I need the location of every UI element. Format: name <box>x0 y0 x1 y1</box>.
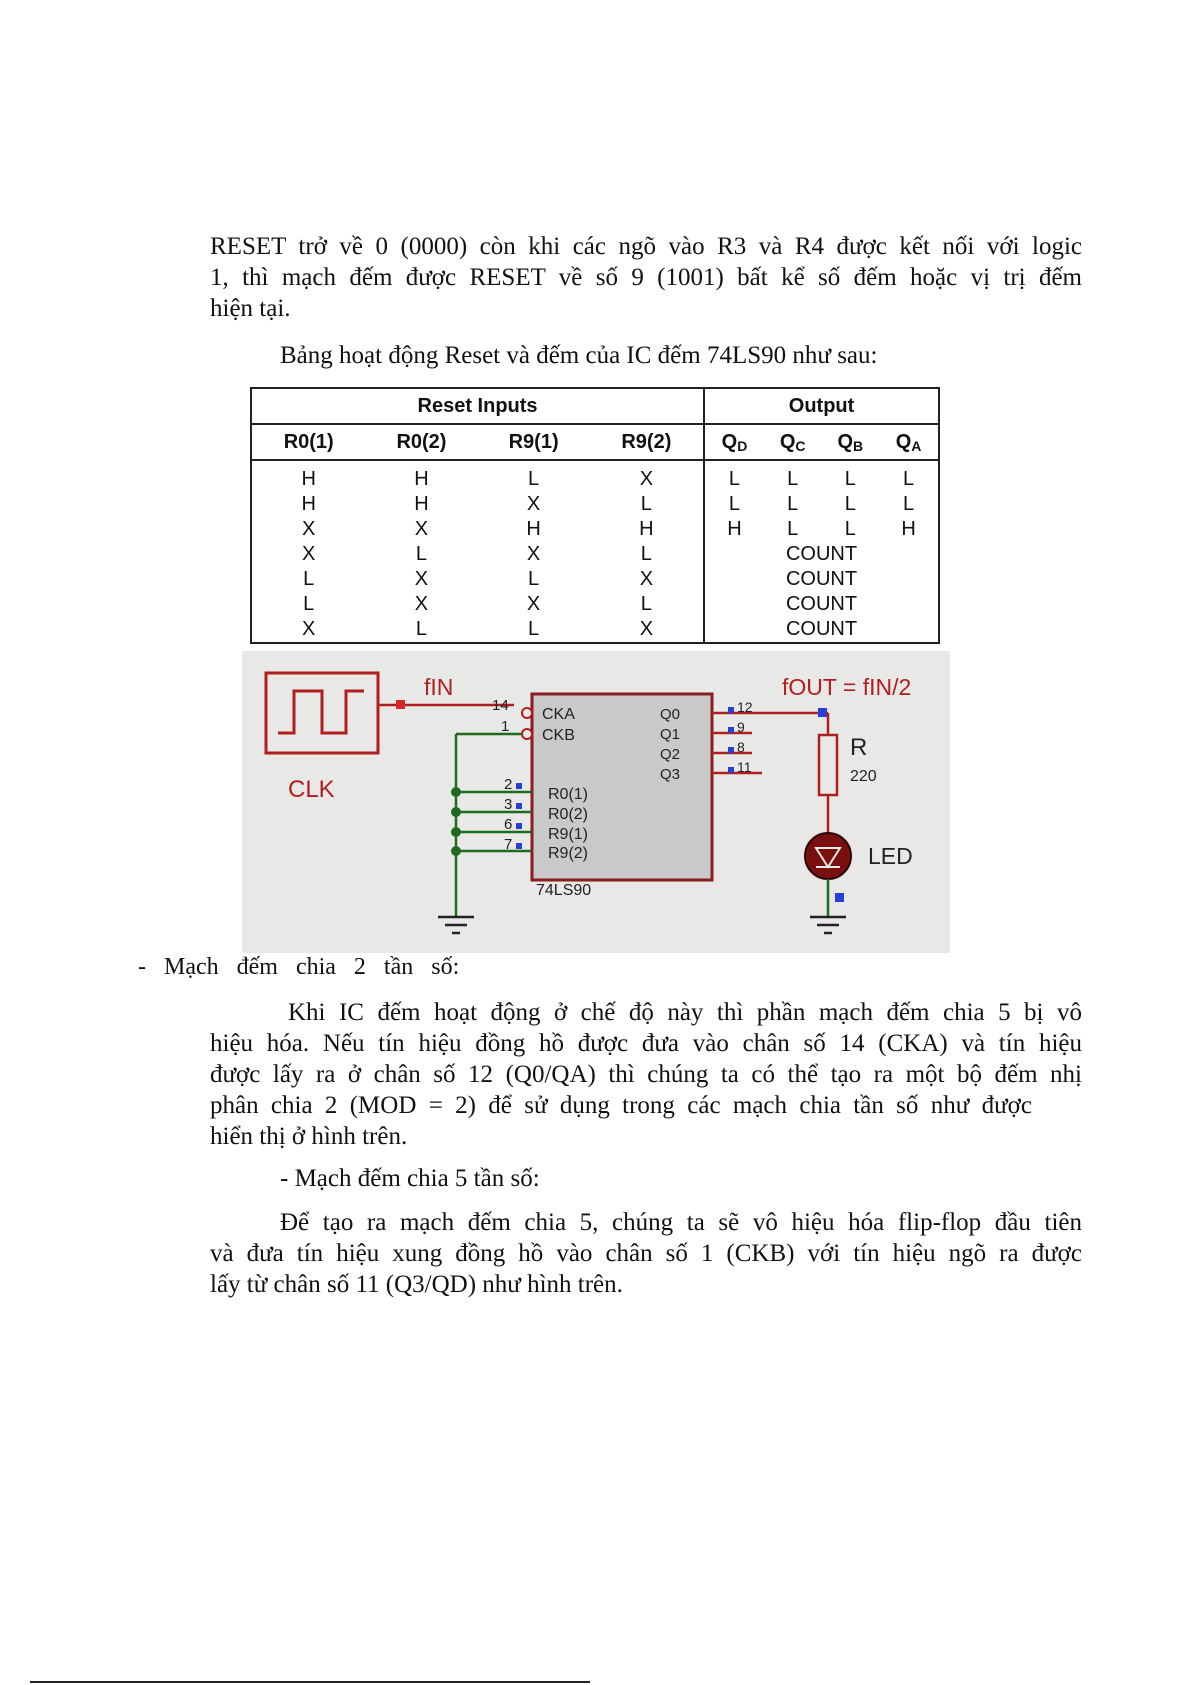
col-header: R0(1) <box>251 424 365 460</box>
table-cell: X <box>251 517 365 542</box>
table-row <box>251 542 939 567</box>
junction-dot <box>451 787 461 797</box>
table-row <box>251 492 939 517</box>
pin-number: 6 <box>504 816 513 833</box>
col-header: R0(2) <box>365 424 477 460</box>
output-pin-marker <box>818 708 827 717</box>
pin-number: 1 <box>501 718 510 735</box>
led-icon <box>805 833 851 879</box>
table-cell: L <box>787 518 799 540</box>
junction-dot <box>451 807 461 817</box>
table-cell: L <box>728 493 741 515</box>
table-row <box>251 592 939 617</box>
circuit-diagram <box>242 651 950 953</box>
pin-number: 8 <box>737 739 745 755</box>
text-line: hiện tại. <box>210 295 291 322</box>
table-cell: X <box>251 542 365 567</box>
clk-label: CLK <box>288 776 335 803</box>
pin-number: 14 <box>492 697 509 714</box>
fout-label: fOUT = fIN/2 <box>782 674 912 700</box>
col-header: R9(2) <box>590 424 704 460</box>
table-cell: H <box>590 517 704 542</box>
table-cell: L <box>528 568 540 590</box>
resistor-value: 220 <box>850 768 877 785</box>
table-cell: L <box>590 542 704 567</box>
table-cell: H <box>727 518 742 540</box>
pin-name: Q2 <box>659 746 680 763</box>
table-cell: L <box>365 617 477 643</box>
table-row <box>251 460 939 492</box>
resistor-label: R <box>850 734 868 761</box>
table-cell: H <box>251 460 365 492</box>
table-cell: L <box>844 518 856 540</box>
paragraph-div2 <box>210 997 1082 1152</box>
truth-table <box>250 387 940 644</box>
cka-bubble <box>522 708 532 718</box>
fin-label: fIN <box>424 674 454 700</box>
heading-div5: - Mạch đếm chia 5 tần số: <box>280 1165 540 1192</box>
table-cell: L <box>478 617 590 643</box>
table-cell: COUNT <box>704 542 939 567</box>
table-cell: L <box>251 592 365 617</box>
table-cell: H <box>526 518 541 540</box>
table-row <box>251 617 939 643</box>
pin-number: 7 <box>504 836 513 853</box>
pin-number: 3 <box>504 796 513 813</box>
table-cell: L <box>787 493 799 515</box>
heading-div2: - Mạch đếm chia 2 tần số: <box>138 954 460 980</box>
text-line: RESET trở về 0 (0000) còn khi các ngõ vào R3 và R4 được kết nối với logic <box>210 233 1082 260</box>
table-cell: X <box>526 593 541 615</box>
col-header: $Q_D$ <box>704 424 764 460</box>
table-cell: L <box>844 493 856 515</box>
pin-name: R9(1) <box>548 826 589 843</box>
table-cell: L <box>844 468 856 490</box>
pin-number: 2 <box>504 776 513 793</box>
paragraph-div5 <box>210 1207 1082 1300</box>
pin-number: 9 <box>737 719 745 735</box>
table-cell: H <box>251 492 365 517</box>
table-cell: X <box>414 593 429 615</box>
text-line: được lấy ra ở chân số 12 (Q0/QA) thì chúng ta có thể tạo ra một bộ đếm nhị <box>210 1061 1082 1088</box>
table-cell: L <box>251 567 365 592</box>
pin-name: Q0 <box>659 706 680 723</box>
col-header: $Q_B$ <box>822 424 880 460</box>
col-header: R9(1) <box>478 424 590 460</box>
col-header: $Q_A$ <box>879 424 939 460</box>
table-row <box>251 567 939 592</box>
table-cell: X <box>526 543 541 565</box>
output-header: Output <box>704 388 939 424</box>
pin-number: 11 <box>737 759 752 775</box>
pin-name: Q1 <box>659 726 680 743</box>
pin-name: R9(2) <box>548 845 589 862</box>
table-cell: X <box>251 617 365 643</box>
pin-name: R0(2) <box>548 806 589 823</box>
pin-name: Q3 <box>659 766 680 783</box>
text-line: Để tạo ra mạch đếm chia 5, chúng ta sẽ vô hiệu hóa flip-flop đầu tiên <box>280 1209 1082 1236</box>
table-cell: L <box>590 592 704 617</box>
table-cell: L <box>879 492 939 517</box>
table-cell: X <box>590 567 704 592</box>
table-cell: COUNT <box>704 567 939 592</box>
junction-dot <box>451 846 461 856</box>
table-cell: L <box>728 468 741 490</box>
pin-name: CKA <box>542 706 575 723</box>
footer-rule <box>30 1681 590 1683</box>
reset-inputs-header: Reset Inputs <box>251 388 704 424</box>
pin-number: 12 <box>737 699 753 715</box>
table-cell: H <box>879 517 939 542</box>
table-cell: H <box>414 468 429 490</box>
table-cell: X <box>590 460 704 492</box>
text-line: 1, thì mạch đếm được RESET về số 9 (1001) bất kể số đếm hoặc vị trị đếm <box>210 264 1082 291</box>
text-line: lấy từ chân số 11 (Q3/QD) như hình trên. <box>210 1271 623 1298</box>
text-line: hiển thị ở hình trên. <box>210 1123 408 1150</box>
table-cell: X <box>526 493 541 515</box>
table-cell: L <box>415 543 428 565</box>
pin-name: CKB <box>542 727 575 744</box>
ic-name: 74LS90 <box>536 882 592 899</box>
table-cell: X <box>414 568 429 590</box>
table-cell: L <box>787 468 799 490</box>
table-caption: Bảng hoạt động Reset và đếm của IC đếm 74LS90 như sau: <box>280 342 878 369</box>
led-label: LED <box>868 843 913 869</box>
text-line: phân chia 2 (MOD = 2) để sử dụng trong các mạch chia tần số như được <box>210 1092 1032 1119</box>
text-line: và đưa tín hiệu xung đồng hồ vào chân số 1 (CKB) với tín hiệu ngõ ra được <box>210 1240 1082 1267</box>
paragraph-reset-intro <box>210 231 1082 324</box>
junction-dot <box>451 827 461 837</box>
ckb-bubble <box>522 729 532 739</box>
clk-pin-marker <box>396 700 405 709</box>
table-cell: L <box>590 492 704 517</box>
text-line: hiệu hóa. Nếu tín hiệu đồng hồ được đưa vào chân số 14 (CKA) và tín hiệu <box>210 1030 1082 1057</box>
table-cell: COUNT <box>704 592 939 617</box>
table-cell: X <box>414 518 429 540</box>
table-cell: COUNT <box>704 617 939 643</box>
table-cell: L <box>879 460 939 492</box>
col-header: $Q_C$ <box>764 424 822 460</box>
table-row <box>251 517 939 542</box>
pin-name: R0(1) <box>548 786 589 803</box>
table-cell: X <box>590 617 704 643</box>
table-cell: H <box>414 493 429 515</box>
table-cell: L <box>528 468 540 490</box>
text-line: Khi IC đếm hoạt động ở chế độ này thì phần mạch đếm chia 5 bị vô <box>288 999 1082 1026</box>
